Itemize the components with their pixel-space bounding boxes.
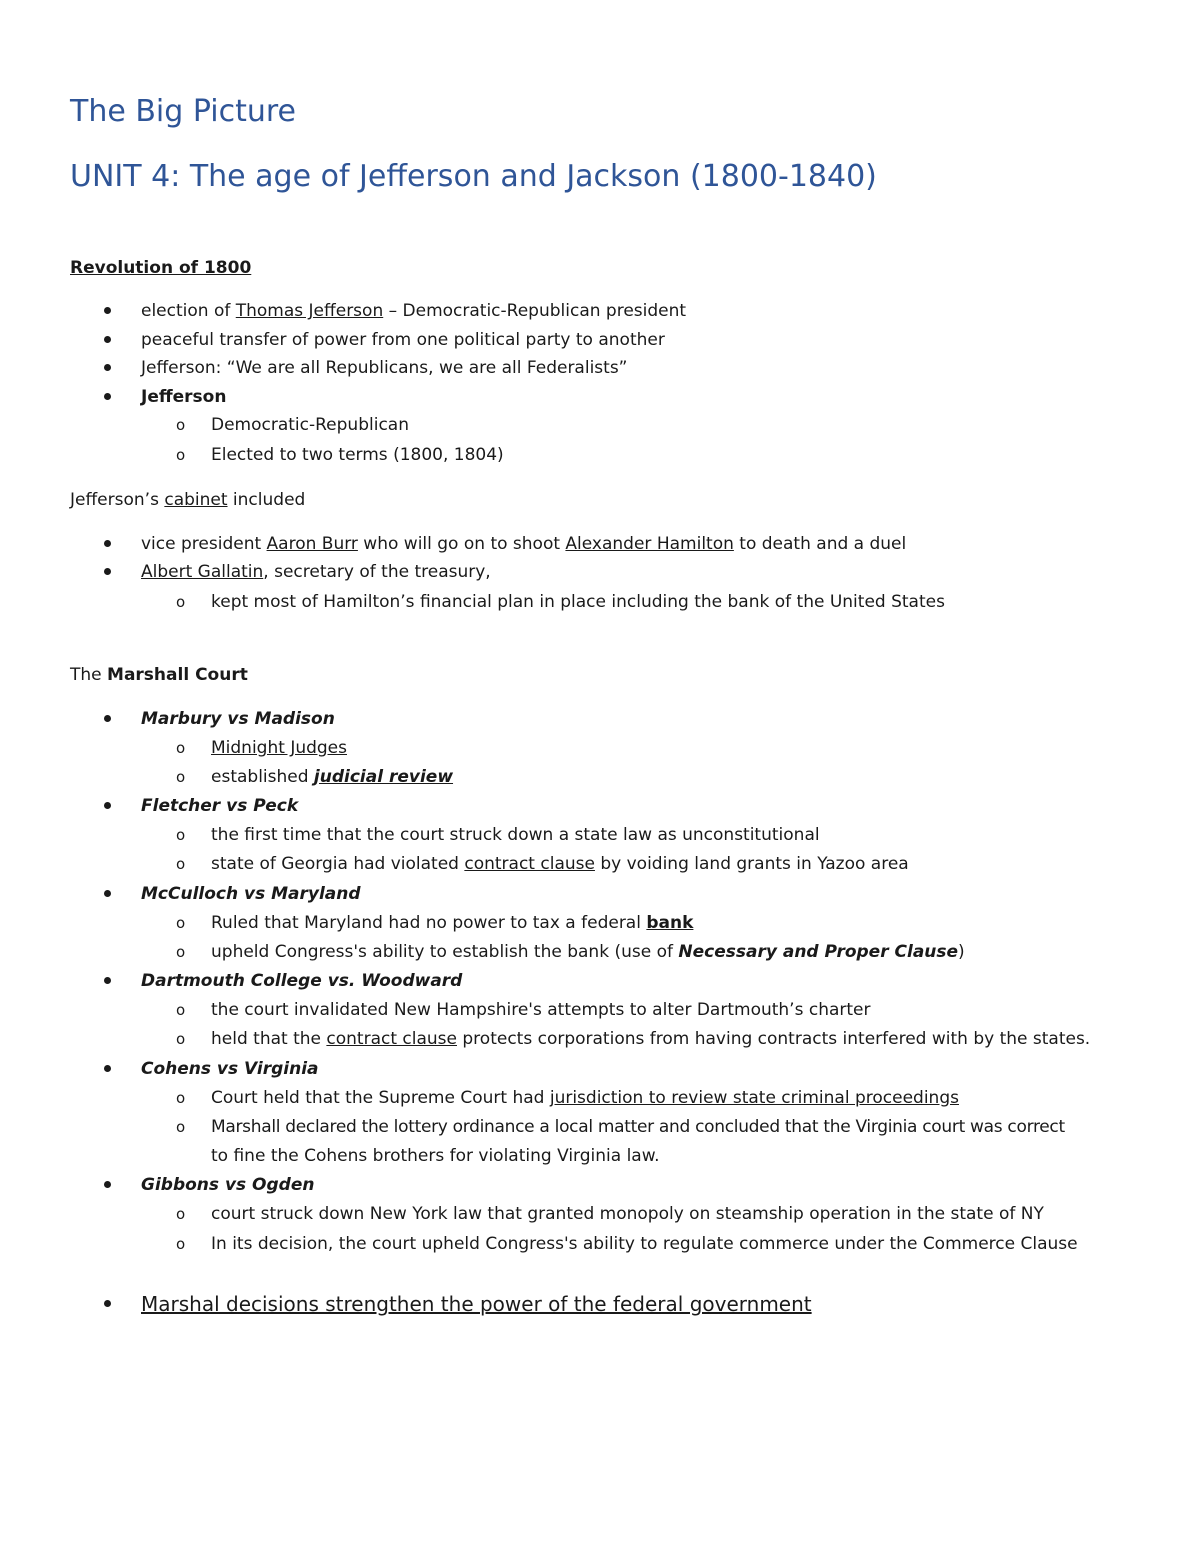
bullet-marker: [104, 1181, 111, 1188]
sub-bullet-marker: o: [176, 593, 186, 611]
underlined-term: jurisdiction to review state criminal proceedings: [549, 1088, 959, 1108]
text: , secretary of the treasury,: [263, 562, 491, 582]
underlined-term: Thomas Jefferson: [235, 301, 384, 321]
case-name: Dartmouth College vs. Woodward: [141, 971, 463, 991]
list-item: [141, 299, 686, 323]
bullet-marker: [104, 1300, 111, 1307]
bullet-marker: [104, 393, 111, 400]
sub-list-item: kept most of Hamilton’s financial plan in place including the bank of the United States: [211, 592, 945, 612]
bullet-marker: [104, 1065, 111, 1072]
doc-title: The Big Picture: [70, 94, 296, 129]
sub-bullet-marker: o: [176, 1001, 186, 1019]
sub-bullet-marker: o: [176, 1118, 186, 1136]
sub-list-item: [211, 852, 909, 876]
text: Jefferson’s: [70, 490, 165, 510]
sub-bullet-marker: o: [176, 768, 186, 786]
section-heading-marshall: [70, 663, 248, 687]
case-name: McCulloch vs Maryland: [141, 884, 361, 904]
emphasized-term: Necessary and Proper Clause: [678, 942, 959, 962]
sub-bullet-marker: o: [176, 826, 186, 844]
text: who will go on to shoot: [357, 534, 566, 554]
underlined-term: Albert Gallatin: [141, 562, 264, 582]
text: held that the: [211, 1029, 327, 1049]
bullet-marker: [104, 715, 111, 722]
list-item: peaceful transfer of power from one political party to another: [141, 330, 665, 350]
sub-bullet-marker: o: [176, 1205, 186, 1223]
bullet-marker: [104, 364, 111, 371]
sub-bullet-marker: o: [176, 739, 186, 757]
bullet-marker: [104, 568, 111, 575]
bullet-marker: [104, 540, 111, 547]
sub-bullet-marker: o: [176, 1089, 186, 1107]
list-item: [141, 532, 906, 556]
section-heading-revolution: Revolution of 1800: [70, 258, 252, 278]
underlined-term: contract clause: [464, 854, 595, 874]
sub-list-item: the first time that the court struck down a state law as unconstitutional: [211, 825, 820, 845]
text: upheld Congress's ability to establish the bank (use of: [211, 942, 679, 962]
text: state of Georgia had violated: [211, 854, 465, 874]
sub-list-item: Marshall declared the lottery ordinance a local matter and concluded that the Virginia court was correct: [211, 1117, 1065, 1137]
case-name: Fletcher vs Peck: [141, 796, 299, 816]
conclusion-statement: Marshal decisions strengthen the power of the federal government: [141, 1292, 812, 1316]
text: protects corporations from having contracts interfered with by the states.: [456, 1029, 1091, 1049]
underlined-term: Alexander Hamilton: [565, 534, 734, 554]
sub-list-item: [211, 1086, 959, 1110]
text: established: [211, 767, 314, 787]
sub-bullet-marker: o: [176, 943, 186, 961]
sub-list-item: Elected to two terms (1800, 1804): [211, 445, 504, 465]
emphasized-term: bank: [646, 913, 694, 933]
text: included: [227, 490, 306, 510]
sub-list-item: [211, 911, 693, 935]
sub-list-item: Democratic-Republican: [211, 415, 409, 435]
sub-bullet-marker: o: [176, 1030, 186, 1048]
sub-list-item: [211, 940, 965, 964]
unit-heading: UNIT 4: The age of Jefferson and Jackson (1800-1840): [70, 159, 877, 194]
section-heading-cabinet: [70, 488, 305, 512]
text: election of: [141, 301, 236, 321]
text: ): [958, 942, 965, 962]
underlined-term: Aaron Burr: [266, 534, 358, 554]
case-name: Marbury vs Madison: [141, 709, 335, 729]
text: Court held that the Supreme Court had: [211, 1088, 550, 1108]
bullet-marker: [104, 977, 111, 984]
sub-list-item: In its decision, the court upheld Congress's ability to regulate commerce under the Commerce Clause: [211, 1234, 1078, 1254]
sub-bullet-marker: o: [176, 1235, 186, 1253]
emphasized-term: judicial review: [313, 767, 454, 787]
text: Ruled that Maryland had no power to tax a federal: [211, 913, 647, 933]
sub-bullet-marker: o: [176, 446, 186, 464]
underlined-term: cabinet: [164, 490, 228, 510]
sub-bullet-marker: o: [176, 416, 186, 434]
bullet-marker: [104, 307, 111, 314]
list-item: Jefferson: [141, 387, 227, 407]
list-item: Jefferson: “We are all Republicans, we are all Federalists”: [141, 358, 628, 378]
sub-list-item: Midnight Judges: [211, 738, 347, 758]
sub-list-item: [211, 1027, 1090, 1051]
sub-bullet-marker: o: [176, 914, 186, 932]
text: – Democratic-Republican president: [383, 301, 687, 321]
bold-term: Marshall Court: [107, 665, 248, 685]
bullet-marker: [104, 802, 111, 809]
text: The: [70, 665, 108, 685]
sub-list-item: [211, 765, 453, 789]
text: to death and a duel: [733, 534, 907, 554]
underlined-term: contract clause: [326, 1029, 457, 1049]
bullet-marker: [104, 336, 111, 343]
text: by voiding land grants in Yazoo area: [594, 854, 909, 874]
sub-list-item-continuation: to fine the Cohens brothers for violating Virginia law.: [211, 1146, 660, 1166]
text: vice president: [141, 534, 267, 554]
sub-bullet-marker: o: [176, 855, 186, 873]
bullet-marker: [104, 890, 111, 897]
sub-list-item: the court invalidated New Hampshire's attempts to alter Dartmouth’s charter: [211, 1000, 871, 1020]
sub-list-item: court struck down New York law that granted monopoly on steamship operation in the state of NY: [211, 1204, 1044, 1224]
case-name: Cohens vs Virginia: [141, 1059, 319, 1079]
case-name: Gibbons vs Ogden: [141, 1175, 315, 1195]
list-item: [141, 560, 491, 584]
